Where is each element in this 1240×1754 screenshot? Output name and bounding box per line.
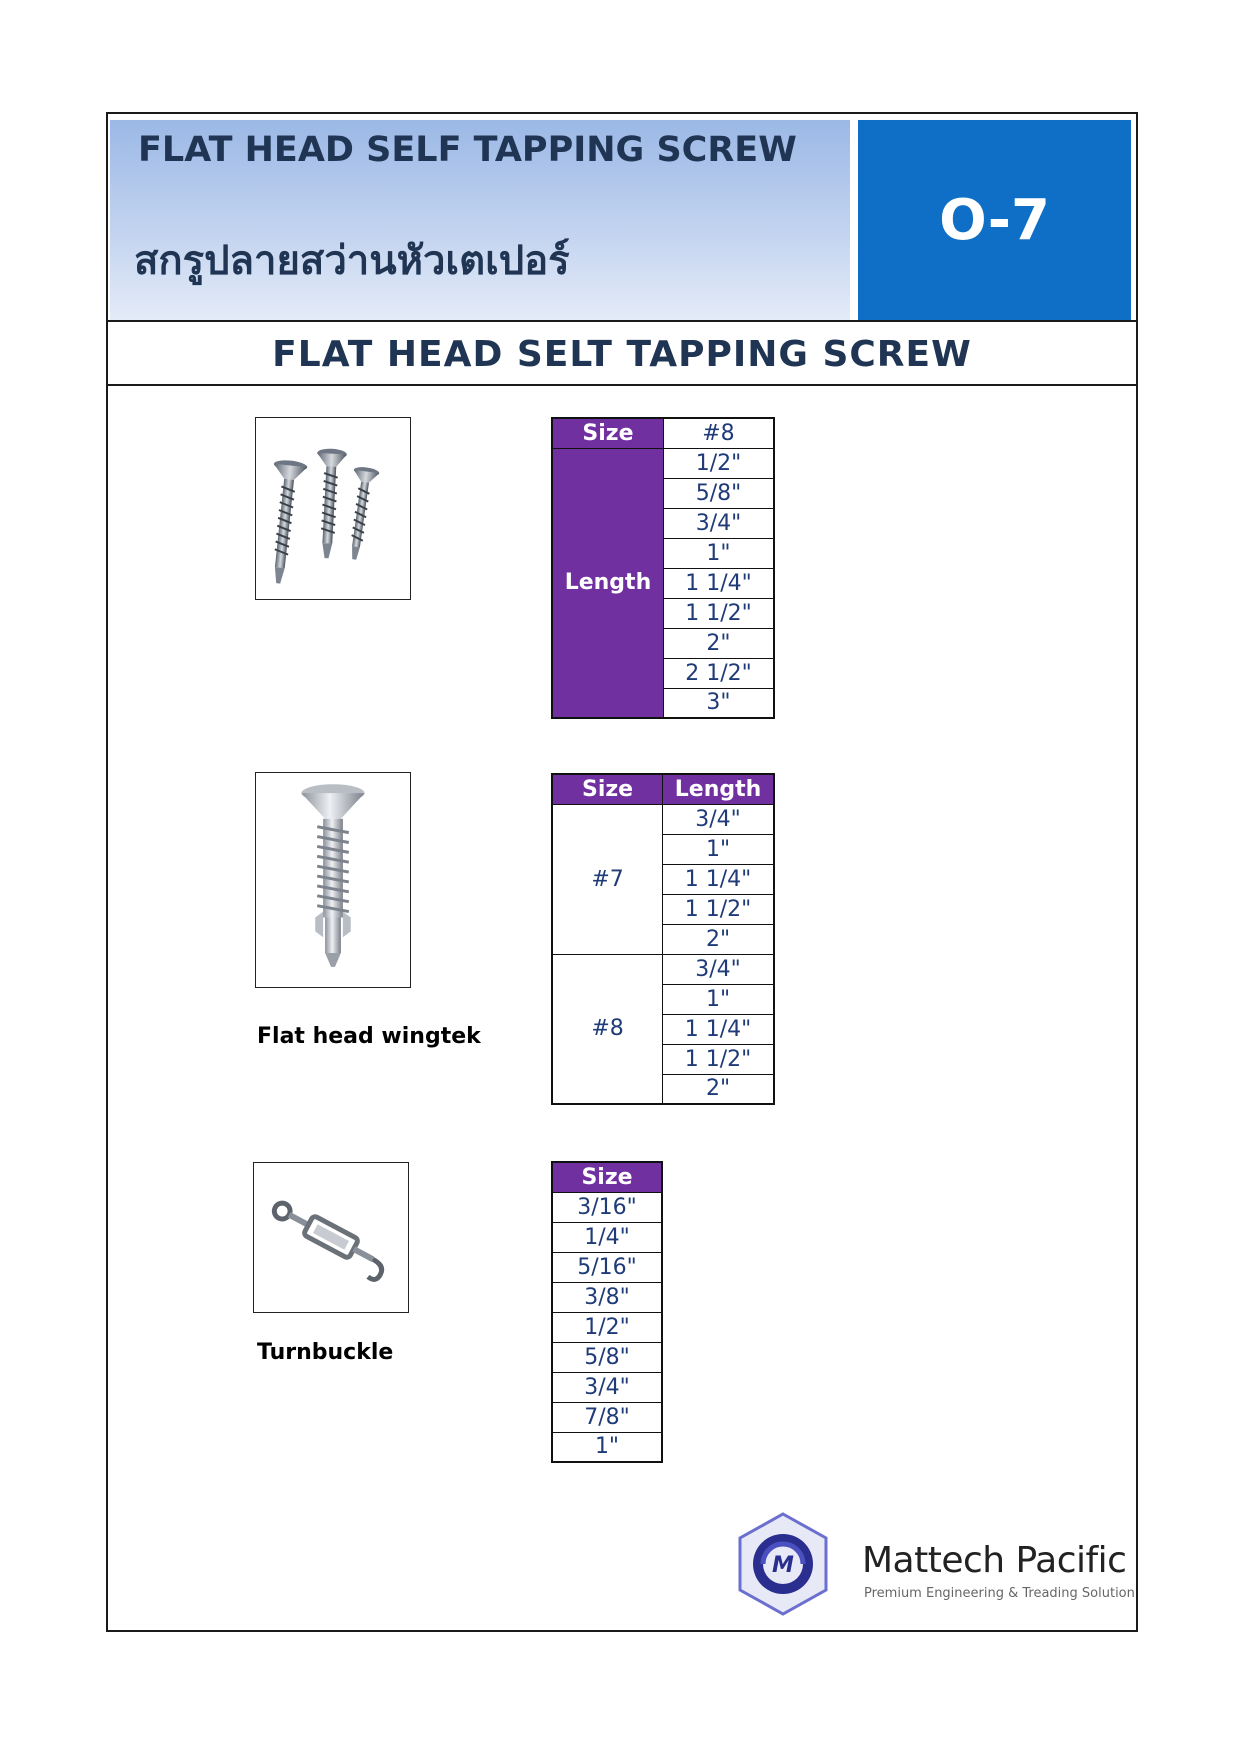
size-value: 3/4": [552, 1372, 662, 1402]
length-value: 1": [663, 538, 774, 568]
size-value: 5/16": [552, 1252, 662, 1282]
size-value: 3/16": [552, 1192, 662, 1222]
length-header: Length: [663, 774, 774, 804]
size-header: Size: [552, 774, 663, 804]
length-value: 3/4": [663, 954, 774, 984]
page-title: FLAT HEAD SELF TAPPING SCREW: [138, 130, 797, 170]
length-value: 1": [663, 984, 774, 1014]
length-header: Length: [552, 448, 663, 718]
spec-table-turnbuckle: [551, 1161, 663, 1463]
flat-head-wingtek-photo: [255, 772, 411, 988]
self-tapping-screws-photo: [255, 417, 411, 600]
length-value: 5/8": [663, 478, 774, 508]
size-value: #7: [552, 804, 663, 954]
length-value: 2": [663, 1074, 774, 1104]
length-value: 3": [663, 688, 774, 718]
length-value: 2": [663, 628, 774, 658]
size-value: 1/2": [552, 1312, 662, 1342]
spec-table-screw: [551, 417, 775, 719]
turnbuckle-photo: [253, 1162, 409, 1313]
product-caption: Turnbuckle: [257, 1340, 394, 1365]
svg-text:M: M: [772, 1553, 794, 1578]
size-value: 1/4": [552, 1222, 662, 1252]
size-value: #8: [663, 418, 774, 448]
length-value: 1 1/4": [663, 864, 774, 894]
section-subtitle: FLAT HEAD SELT TAPPING SCREW: [272, 333, 972, 375]
size-value: 7/8": [552, 1402, 662, 1432]
subtitle-divider: [106, 384, 1138, 386]
length-value: 1 1/2": [663, 1044, 774, 1074]
spec-table-wingtek: [551, 773, 775, 1105]
length-value: 2": [663, 924, 774, 954]
size-header: Size: [552, 1162, 662, 1192]
brand-tagline: Premium Engineering & Treading Solution: [864, 1586, 1135, 1601]
length-value: 2 1/2": [663, 658, 774, 688]
brand-name: Mattech Pacific: [862, 1540, 1127, 1581]
length-value: 3/4": [663, 508, 774, 538]
size-value: 3/8": [552, 1282, 662, 1312]
mattech-logo-icon: [736, 1512, 830, 1616]
header-divider: [106, 320, 1138, 322]
size-header: Size: [552, 418, 663, 448]
size-value: #8: [552, 954, 663, 1104]
length-value: 1 1/2": [663, 894, 774, 924]
length-value: 1 1/2": [663, 598, 774, 628]
length-value: 1 1/4": [663, 568, 774, 598]
size-value: 5/8": [552, 1342, 662, 1372]
length-value: 1": [663, 834, 774, 864]
page-title-thai: สกรูปลายสว่านหัวเตเปอร์: [134, 238, 570, 284]
size-value: 1": [552, 1432, 662, 1462]
product-caption: Flat head wingtek: [257, 1024, 481, 1049]
product-code-badge: O-7: [858, 120, 1131, 320]
length-value: 1/2": [663, 448, 774, 478]
length-value: 3/4": [663, 804, 774, 834]
length-value: 1 1/4": [663, 1014, 774, 1044]
